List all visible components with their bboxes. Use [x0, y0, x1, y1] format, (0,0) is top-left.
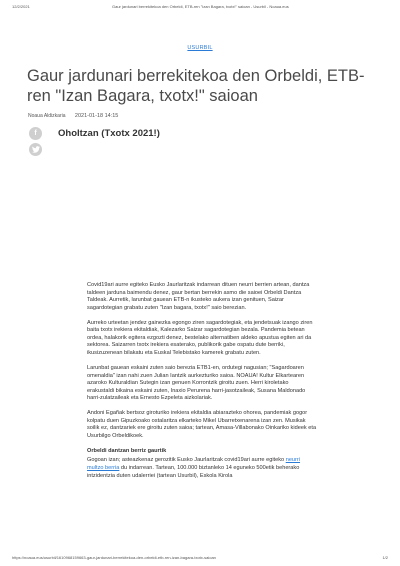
- facebook-share-icon[interactable]: f: [29, 127, 42, 140]
- article-headline: Gaur jardunari berrekitekoa den Orbeldi, ETB-ren "Izan Bagara, txotx!" saioan: [27, 67, 365, 105]
- byline: [28, 113, 118, 119]
- author-name[interactable]: Noaua Aldizkaria: [28, 113, 66, 119]
- print-url: https://noaua.eus/usurbil/1610968159663-gaur-jardunari-berrekitekoa-den-orbeldi-etb-ren-izan-bagara-txotx-saioan: [12, 555, 216, 560]
- paragraph-5-before-link: Gogoan izan; asteazkenaz gerozitik Eusko Jaurlaritzak covid19ari aurre egiteko: [87, 457, 285, 464]
- measures-link[interactable]: neurri multzo berria: [87, 457, 301, 472]
- twitter-bird-icon: [32, 146, 40, 153]
- paragraph-5: [87, 457, 317, 480]
- paragraph-1: Covid19ari aurre egiteko Eusko Jaurlaritzak indarrean dituen neurri berrien artean, dantza taldeen jarduna baimendu denez, gaur bertan berrekin asmo die saioei Orbeldi Dantza Taldeak. Aurretik, larunbat gauean ETB-n ikusteko aukera izan genituen, Saizar sagardotegian grabatu zuten "Izan bagara, txotx!" saio berezian.: [87, 282, 310, 311]
- print-page-title: Gaur jardunari berrekitekoa den Orbeldi, ETB-ren "Izan Bagara, txotx!" saioan - Usurbil - Noaua.eus: [112, 4, 289, 9]
- paragraph-4: Andoni Egañak bertsoz giroturiko irekiera ekitaldia abiarazteko ohorea, pandemiak gogor kolpatu duen Gipuzkoako ostalaritza elkarteko Mikel Ubarretxenarena izan zen. Musikak soilik ez, dantzariek ere giroitu zuten saioa; tartean, Amasa-Villabonako Oinkariko kideek eta Usurbilgo Orbeldikoek.: [87, 410, 317, 439]
- paragraph-2: Aurreko urteetan jendez gainezka egongo ziren sagardotegiak, eta jendetsuak izango ziren baita txotx irekiera ekitaldiak, Kalezarko Saizar sagardotegian bezala. Pandemia betean ordea, halakorik egitera ezgozti denez, bestelako alternatiben aldeko apustua egiten ari da sektorea. Saizarren txotx irekiera esaterako, publikorik gabe ospatu dute berriki, ikusizuzenean bilakatu eta Euskal Telebistako kamerek grabatu zuten.: [87, 319, 313, 357]
- print-footer: [12, 555, 388, 560]
- article-body: [87, 282, 317, 488]
- twitter-share-icon[interactable]: [29, 143, 42, 156]
- print-page-number: 1/2: [382, 555, 388, 560]
- section-heading: Orbeldi dantzan berriz gaurtik: [87, 447, 167, 454]
- print-header: [12, 4, 388, 12]
- article-subtitle: Oholtzan (Txotx 2021!): [58, 128, 160, 139]
- print-date: 12/2/2021: [12, 4, 30, 9]
- paragraph-3: Larunbat gauean eskaini zuten saio berezia ETB1-en, ordutegi nagusian; "Sagardoaren omenaldia" izan nahi zuen Julian Iantzik aurkezturiko saioa. NOAUA! Kultur Elkartearen azaroko Kulturaldian Sutegin izan genuen Korrontzik giroitu zuen. Herri kiroletako erakustaldi bikaina eskaini zuten, Inaxio Perurena harri-jasotzaileak, Susana Maldonado harri-zulatzaileak eta Ernesto Ezpeleta aizkolariak.: [87, 364, 306, 402]
- category-link[interactable]: USURBIL: [187, 45, 213, 51]
- publish-date: 2021-01-18 14:15: [74, 113, 119, 119]
- paragraph-5-after-link: du indarrean. Tartean, 100.000 biztanleko 14 eguneko 500etik beherako intzidentzia duten udalerriei (tartean Usurbil), Eskola Kirola: [87, 465, 300, 479]
